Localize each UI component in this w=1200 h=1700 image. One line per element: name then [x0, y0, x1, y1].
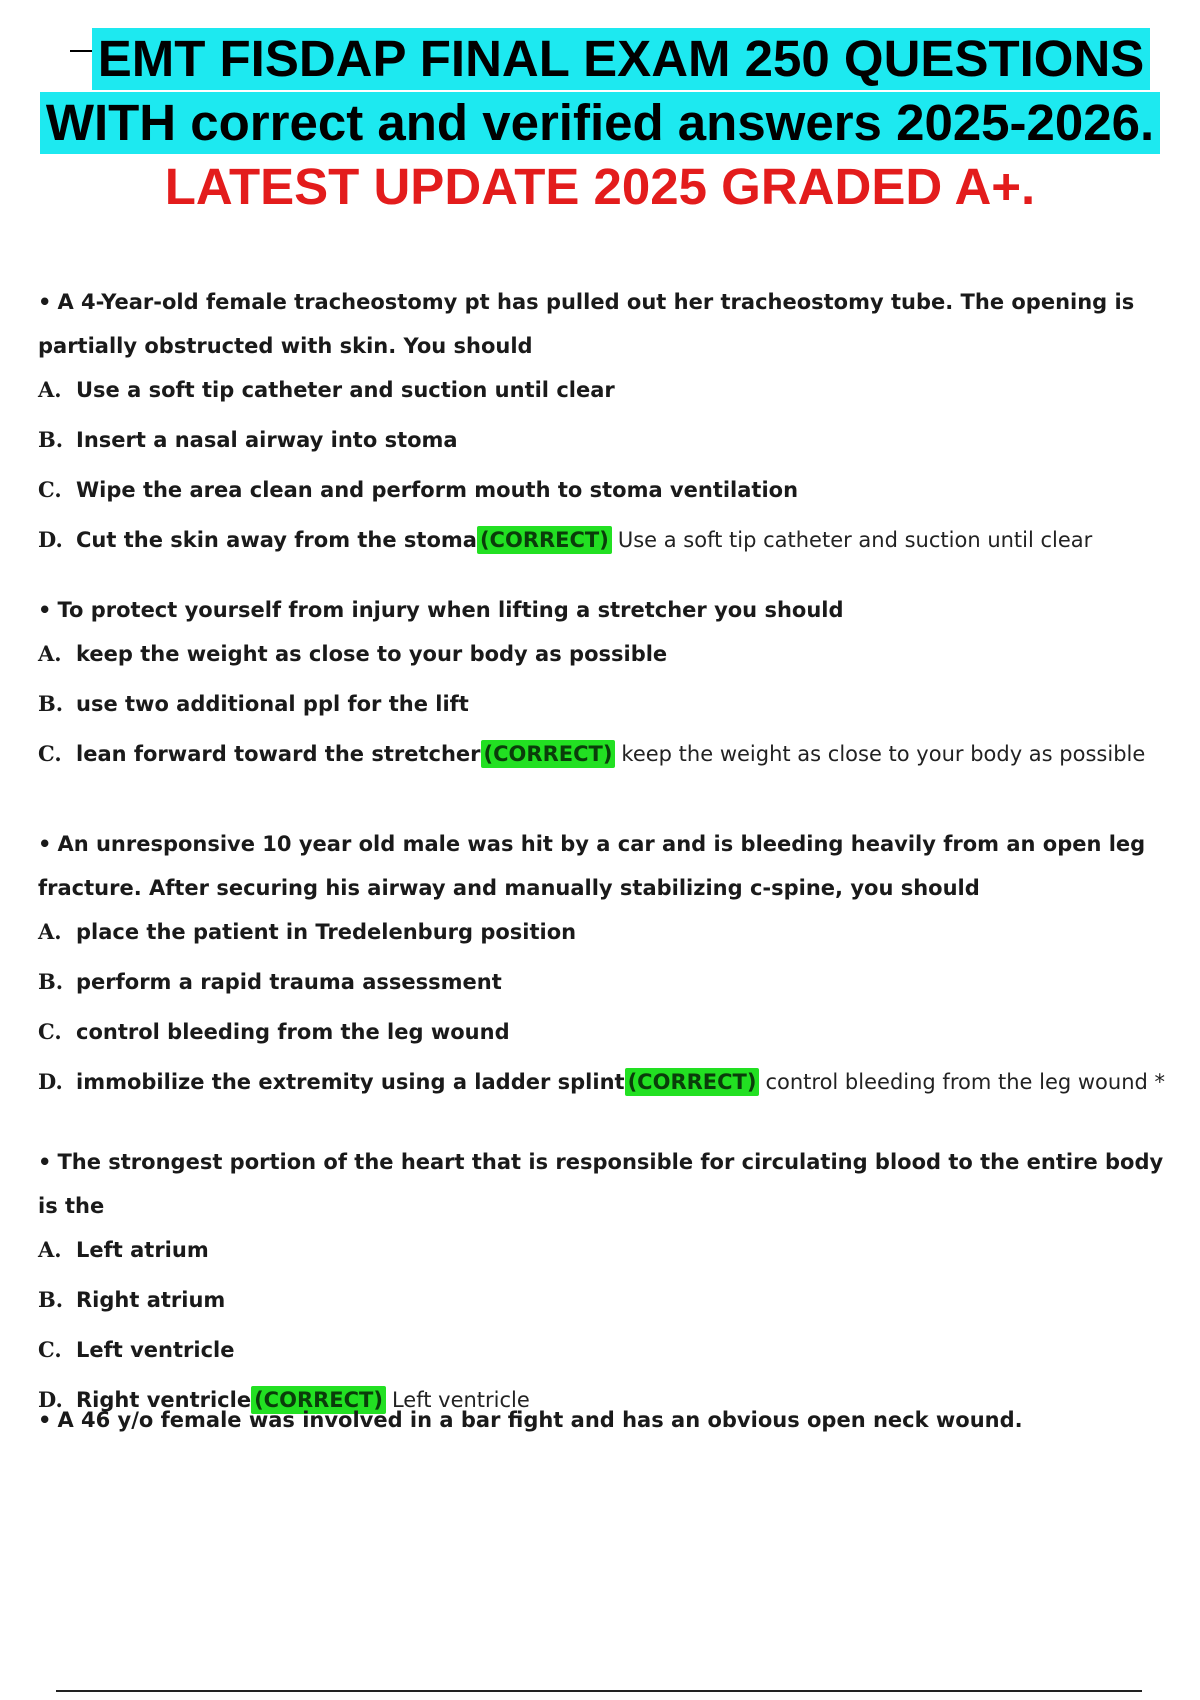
option-text: Wipe the area clean and perform mouth to stoma ventilation [76, 478, 799, 502]
option-letter: A. [38, 1237, 62, 1262]
option-text: place the patient in Tredelenburg position [76, 920, 577, 944]
option-letter: C. [38, 741, 62, 766]
correct-answer-text: Use a soft tip catheter and suction until clear [617, 528, 1093, 552]
bullet-icon: • [38, 1408, 52, 1432]
title-line-1: EMT FISDAP FINAL EXAM 250 QUESTIONS [92, 28, 1151, 90]
option-text: immobilize the extremity using a ladder splint [76, 1070, 625, 1094]
option-d [38, 1060, 1188, 1110]
option-text: perform a rapid trauma assessment [76, 970, 502, 994]
option-d [38, 518, 1188, 568]
question-3-stem: An unresponsive 10 year old male was hit by a car and is bleeding heavily from an open leg fracture. After securing his airway and manually stabilizing c-spine, you should [38, 832, 1146, 900]
option-letter: A. [38, 641, 62, 666]
option-letter: D. [38, 1387, 63, 1412]
document-header [0, 28, 1200, 220]
question-5-stem: A 46 y/o female was involved in a bar fight and has an obvious open neck wound. [57, 1408, 1023, 1432]
correct-answer-text: Left ventricle [391, 1388, 530, 1412]
correct-answer-text: control bleeding from the leg wound * [765, 1070, 1166, 1094]
option-letter: A. [38, 377, 62, 402]
option-letter: D. [38, 1069, 63, 1094]
bullet-icon: • [38, 832, 52, 856]
footer-rule [56, 1690, 1142, 1692]
title-line-3: LATEST UPDATE 2025 GRADED A+. [164, 158, 1036, 215]
option-text: Right ventricle [76, 1388, 252, 1412]
correct-badge: (CORRECT) [477, 526, 612, 554]
option-text: Right atrium [76, 1288, 226, 1312]
correct-answer-text: keep the weight as close to your body as possible [621, 742, 1146, 766]
question-stem [38, 1398, 1188, 1442]
option-b [38, 418, 1188, 468]
option-letter: B. [38, 969, 64, 994]
option-c [38, 1010, 1188, 1060]
option-letter: C. [38, 477, 62, 502]
question-2-stem: To protect yourself from injury when lifting a stretcher you should [57, 598, 844, 622]
option-c [38, 468, 1188, 518]
option-letter: D. [38, 527, 63, 552]
option-text: keep the weight as close to your body as possible [76, 642, 668, 666]
correct-badge: (CORRECT) [251, 1386, 386, 1414]
question-stem [38, 1140, 1188, 1228]
option-text: Cut the skin away from the stoma [76, 528, 477, 552]
correct-badge: (CORRECT) [625, 1068, 760, 1096]
option-text: Use a soft tip catheter and suction until clear [76, 378, 615, 402]
option-text: lean forward toward the stretcher [76, 742, 481, 766]
option-b [38, 960, 1188, 1010]
option-c [38, 1328, 1188, 1378]
option-text: control bleeding from the leg wound [76, 1020, 510, 1044]
correct-badge: (CORRECT) [481, 740, 616, 768]
question-5 [38, 1398, 1188, 1442]
question-4-stem: The strongest portion of the heart that is responsible for circulating blood to the entire body is the [38, 1150, 1164, 1218]
option-letter: B. [38, 1287, 64, 1312]
option-a [38, 368, 1188, 418]
option-text: Left atrium [76, 1238, 209, 1262]
option-letter: B. [38, 427, 64, 452]
question-stem [38, 822, 1188, 910]
option-letter: C. [38, 1337, 62, 1362]
title-row-2 [0, 92, 1200, 156]
title-row-3 [0, 156, 1200, 220]
question-stem [38, 588, 1188, 632]
option-c [38, 732, 1188, 782]
bullet-icon: • [38, 598, 52, 622]
option-letter: C. [38, 1019, 62, 1044]
question-3 [38, 822, 1188, 1110]
question-1 [38, 280, 1188, 568]
option-b [38, 682, 1188, 732]
option-b [38, 1278, 1188, 1328]
option-text: Left ventricle [76, 1338, 235, 1362]
option-a [38, 1228, 1188, 1278]
option-letter: A. [38, 919, 62, 944]
bullet-icon: • [38, 1150, 52, 1174]
question-2 [38, 588, 1188, 782]
title-line-2: WITH correct and verified answers 2025-2026. [40, 92, 1160, 154]
question-stem [38, 280, 1188, 368]
question-1-stem: A 4-Year-old female tracheostomy pt has pulled out her tracheostomy tube. The opening is partially obstructed with skin. You should [38, 290, 1135, 358]
title-row-1 [0, 28, 1200, 92]
option-letter: B. [38, 691, 64, 716]
option-a [38, 910, 1188, 960]
option-text: Insert a nasal airway into stoma [76, 428, 458, 452]
option-text: use two additional ppl for the lift [76, 692, 469, 716]
question-4 [38, 1140, 1188, 1428]
option-a [38, 632, 1188, 682]
bullet-icon: • [38, 290, 52, 314]
leading-dash [70, 50, 92, 52]
